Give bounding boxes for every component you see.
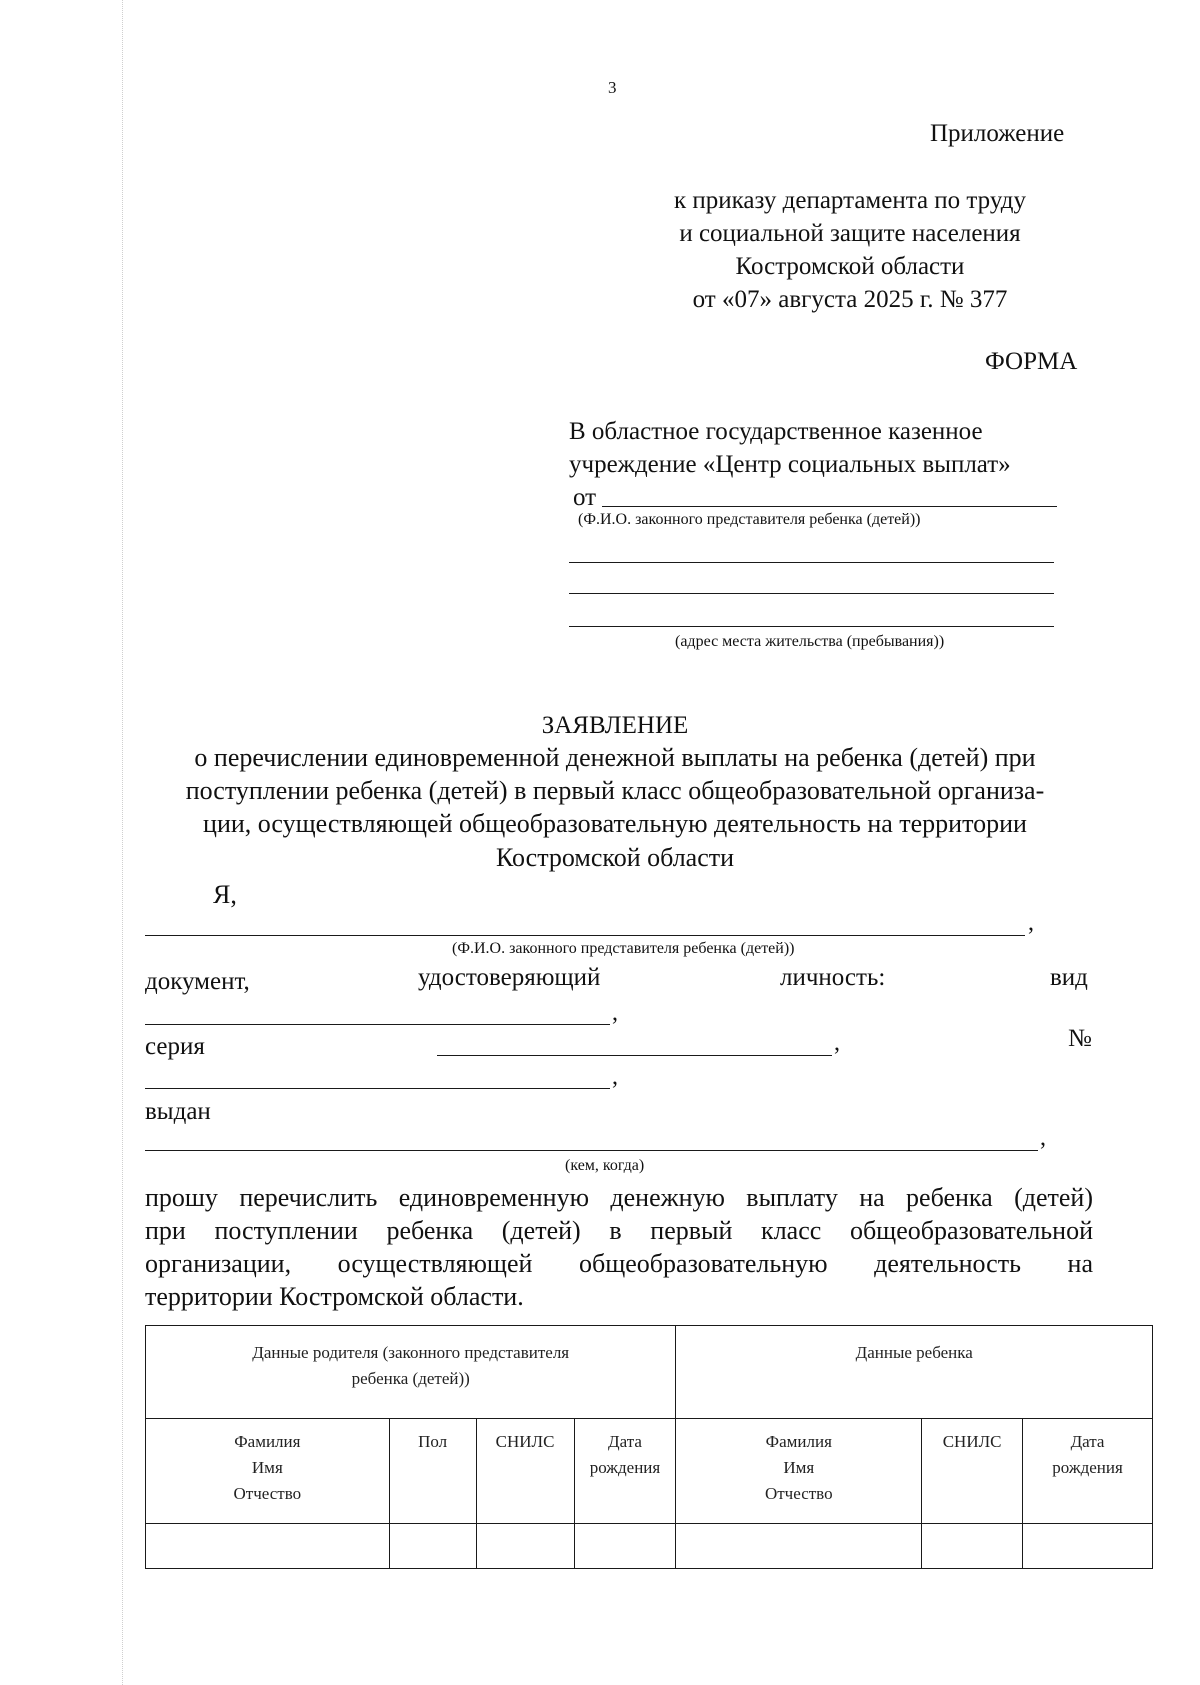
child-snils-header <box>922 1419 1023 1524</box>
child-fio-header <box>676 1419 922 1524</box>
order-line-1: к приказу департамента по труду <box>674 187 1026 214</box>
doc-type-line[interactable] <box>145 1024 610 1025</box>
request-line-1: прошу перечислить единовременную денежную выплату на ребенка (детей) <box>145 1183 1093 1212</box>
child-data-header <box>676 1326 1153 1419</box>
statement-title: ЗАЯВЛЕНИЕ <box>541 712 689 739</box>
addressee-line-1: В областное государственное казенное <box>569 418 983 445</box>
child-fio-patronymic: Отчество <box>764 1484 833 1503</box>
doc-word-document: документ, <box>145 968 250 995</box>
order-line-2: и социальной защите населения <box>679 220 1021 247</box>
child-fio-surname: Фамилия <box>765 1432 832 1451</box>
table-row <box>146 1524 1153 1569</box>
addressee-line-2: учреждение «Центр социальных выплат» <box>569 451 1011 478</box>
child-snils-label: СНИЛС <box>942 1432 1002 1451</box>
child-fio-name: Имя <box>783 1458 815 1477</box>
number-comma: , <box>612 1064 618 1090</box>
parent-fio-patronymic: Отчество <box>233 1484 302 1503</box>
order-line-3: Костромской области <box>735 253 965 280</box>
statement-subtitle-3: ции, осуществляющей общеобразовательную деятельность на территории <box>203 809 1027 838</box>
applicant-fio-caption: (Ф.И.О. законного представителя ребенка (детей)) <box>452 940 795 957</box>
series-comma: , <box>834 1030 840 1056</box>
parent-data-header <box>146 1326 676 1419</box>
child-fio-cell[interactable] <box>676 1524 922 1569</box>
address-line-1[interactable] <box>569 562 1054 563</box>
parent-header-line-2: ребенка (детей)) <box>351 1369 470 1388</box>
form-label: ФОРМА <box>985 348 1078 375</box>
applicant-fio-line[interactable] <box>145 935 1025 936</box>
address-line-2[interactable] <box>569 593 1054 594</box>
child-dob-header <box>1023 1419 1153 1524</box>
parent-fio-name: Имя <box>251 1458 283 1477</box>
parent-header-line-1: Данные родителя (законного представителя <box>252 1343 570 1362</box>
number-sign: № <box>1068 1025 1092 1052</box>
parent-sex-header <box>389 1419 476 1524</box>
parent-sex-label: Пол <box>418 1432 448 1451</box>
from-label: от <box>573 484 597 511</box>
statement-subtitle-1: о перечислении единовременной денежной выплаты на ребенка (детей) при <box>194 743 1036 772</box>
child-dob-line-1: Дата <box>1070 1432 1105 1451</box>
parent-dob-line-2: рождения <box>589 1458 661 1477</box>
page-number: 3 <box>608 78 617 97</box>
child-header-label: Данные ребенка <box>855 1343 973 1362</box>
parent-fio-header <box>146 1419 390 1524</box>
request-line-2: при поступлении ребенка (детей) в первый класс общеобразовательной <box>145 1216 1093 1245</box>
parent-dob-line-1: Дата <box>608 1432 642 1451</box>
parent-dob-header <box>574 1419 676 1524</box>
from-fio-caption: (Ф.И.О. законного представителя ребенка (детей)) <box>578 511 921 528</box>
i-label: Я, <box>213 880 237 909</box>
applicant-fio-comma: , <box>1028 910 1034 936</box>
issued-label: выдан <box>145 1098 211 1125</box>
statement-subtitle-2: поступлении ребенка (детей) в первый класс общеобразовательной организа- <box>185 776 1045 805</box>
appendix-label: Приложение <box>930 120 1065 147</box>
parent-snils-header <box>476 1419 574 1524</box>
from-fio-line[interactable] <box>602 506 1057 507</box>
order-line-4: от «07» августа 2025 г. № 377 <box>692 286 1008 313</box>
request-line-4: территории Костромской области. <box>145 1282 524 1311</box>
parent-fio-surname: Фамилия <box>234 1432 301 1451</box>
address-line-3[interactable] <box>569 626 1054 627</box>
series-label: серия <box>145 1033 205 1060</box>
series-line[interactable] <box>437 1055 832 1056</box>
number-line[interactable] <box>145 1088 610 1089</box>
address-caption: (адрес места жительства (пребывания)) <box>675 633 945 650</box>
doc-word-type: вид <box>1050 964 1088 991</box>
parent-snils-label: СНИЛС <box>495 1432 555 1451</box>
child-snils-cell[interactable] <box>922 1524 1023 1569</box>
scan-margin-line <box>122 0 123 1685</box>
statement-subtitle-4: Костромской области <box>495 843 735 872</box>
issued-line[interactable] <box>145 1150 1038 1151</box>
data-table <box>145 1325 1153 1569</box>
parent-snils-cell[interactable] <box>476 1524 574 1569</box>
doc-type-comma: , <box>612 1000 618 1026</box>
parent-sex-cell[interactable] <box>389 1524 476 1569</box>
request-line-3: организации, осуществляющей общеобразовательную деятельность на <box>145 1249 1093 1278</box>
parent-fio-cell[interactable] <box>146 1524 390 1569</box>
doc-word-identity: личность: <box>780 964 886 991</box>
child-dob-cell[interactable] <box>1023 1524 1153 1569</box>
child-dob-line-2: рождения <box>1052 1458 1123 1477</box>
issued-comma: , <box>1040 1125 1046 1151</box>
doc-word-certifying: удостоверяющий <box>418 964 601 991</box>
parent-dob-cell[interactable] <box>574 1524 676 1569</box>
issued-caption: (кем, когда) <box>565 1157 645 1174</box>
